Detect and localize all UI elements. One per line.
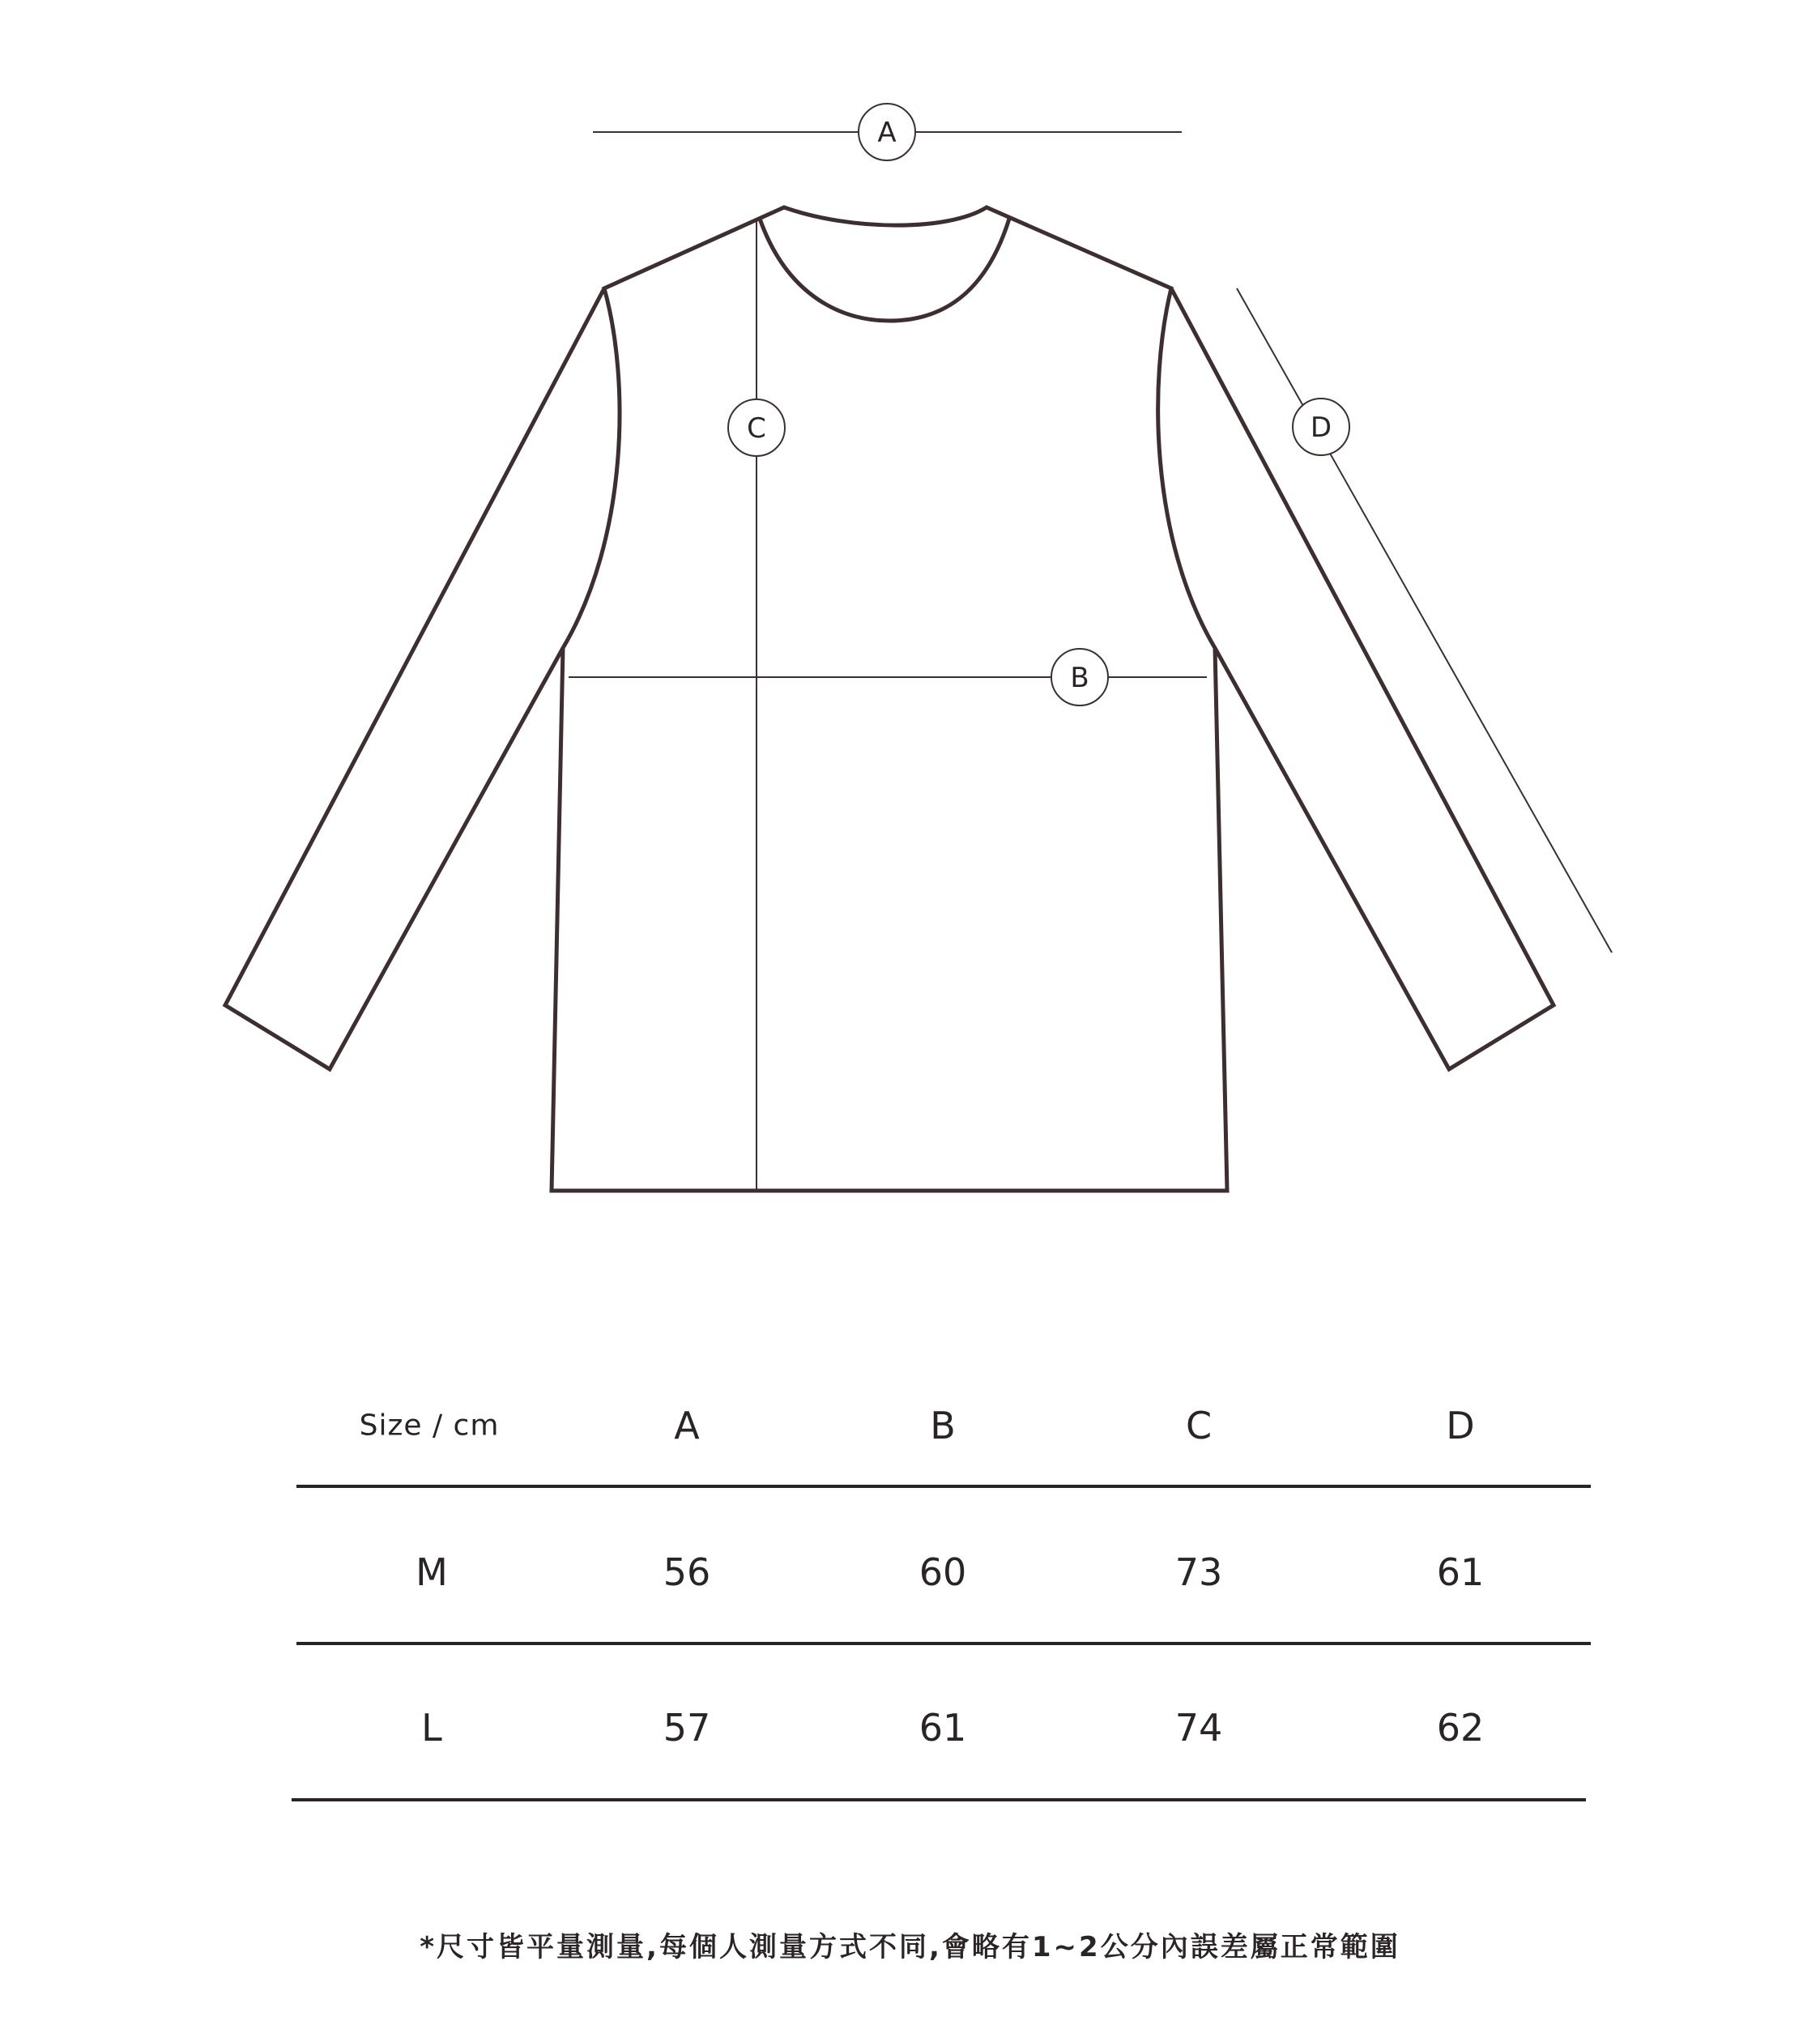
marker-c-label: C bbox=[747, 412, 766, 445]
table-row-m-a: 56 bbox=[663, 1550, 711, 1594]
table-rule-l bbox=[292, 1798, 1586, 1801]
table-row-m-c: 73 bbox=[1174, 1550, 1223, 1594]
table-header-b: B bbox=[930, 1404, 956, 1447]
table-row-l-size: L bbox=[421, 1706, 442, 1750]
table-row-l-c: 74 bbox=[1174, 1706, 1223, 1750]
marker-b-label: B bbox=[1070, 662, 1089, 694]
sweater-neckband bbox=[760, 219, 1009, 321]
table-row-l-a: 57 bbox=[663, 1706, 711, 1750]
sweater-right-sleeve bbox=[1171, 288, 1554, 1069]
table-rule-m bbox=[296, 1642, 1591, 1645]
table-header-a: A bbox=[674, 1404, 700, 1447]
table-row-l-d: 62 bbox=[1436, 1706, 1485, 1750]
table-header-c: C bbox=[1185, 1404, 1213, 1447]
measure-line-d bbox=[1237, 288, 1612, 953]
measurement-note: *尺寸皆平量測量,每個人測量方式不同,會略有1~2公分內誤差屬正常範圍 bbox=[420, 1931, 1400, 1963]
table-header-size: Size / cm bbox=[359, 1409, 500, 1443]
table-row-m-d: 61 bbox=[1436, 1550, 1485, 1594]
sweater-left-sleeve bbox=[225, 288, 604, 1069]
marker-a-label: A bbox=[877, 117, 897, 149]
table-rule-header bbox=[296, 1485, 1591, 1488]
table-row-l-b: 61 bbox=[919, 1706, 967, 1750]
table-row-m-size: M bbox=[416, 1550, 448, 1594]
table-header-d: D bbox=[1446, 1404, 1475, 1447]
table-row-m-b: 60 bbox=[919, 1550, 967, 1594]
sweater-body-outline bbox=[552, 207, 1227, 1191]
marker-d-label: D bbox=[1310, 411, 1332, 444]
